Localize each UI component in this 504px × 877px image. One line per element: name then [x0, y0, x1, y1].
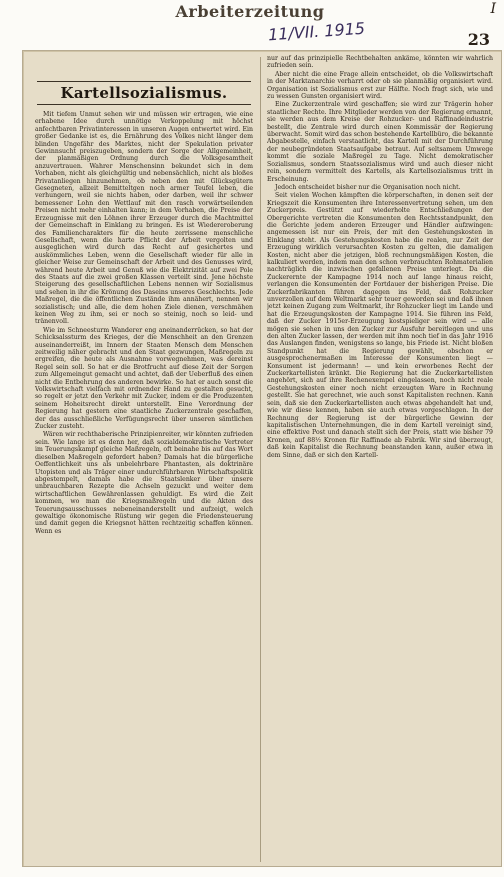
right-column — [267, 55, 493, 863]
handwritten-date: 11/VII. 1915 — [267, 18, 366, 45]
newspaper-masthead: Arbeiterzeitung — [175, 2, 325, 21]
paragraph: Mit tiefem Unmut sehen wir und müssen wir ertragen, wie eine erhabene Idee durch unnötige Verkoppelung mit höchst anfechtbaren Privatinteressen in unseren Augen entwertet wird. Ein großer Gedanke ist es, die Ernährung des Volkes nicht länger dem blinden Ungefähr des Marktes, nicht der Spekulation privater Gewinnsucht preiszugeben, sondern der Sorge der Allgemeinheit, der planmäßigen Ordnung durch die Volksgesamtheit anzuvertrauen. Wahrer Menschensinn bekundet sich in dem Vorhaben, nicht als gleichgültig und nebensächlich, nicht als bloßes Privatanliegen hinzunehmen, ob neben den mit Glücksgütern Gesegneten, allzeit Bemitteltgen noch armer Teufel leben, die verhungern, weil sie nichts haben, oder darben, weil ihr schwer bemessener Lohn den Wettlauf mit den rasch vorwärtseilenden Preisen nicht mehr einhalten kann; in dem Vorhaben, die Preise der Erzeugnisse mit den Löhnen ihrer Erzeuger durch die Machtmittel der Gemeinschaft in Einklang zu bringen. Es ist Wiedereroberung des Familiencharakters für die heute zerrissene menschliche Gesellschaft, wenn die harte Pflicht der Arbeit vergolten und ausgeglichen wird durch das Recht auf gesichertes und auskömmliches Leben, wenn die Gesellschaft wieder für alle in gleicher Weise zur Gemeinschaft der Arbeit und des Genusses wird, während heute Arbeit und Genuß wie die Elektrizität auf zwei Pole des Staats auf die zwei großen Klassen verteilt sind. Jene höchste Steigerung des gesellschaftlichen Lebens nennen wir Sozialismus und sehen in ihr die Krönung des Daseins unseres Geschlechts. Jede Maßregel, die die öffentlichen Zustände ihm annähert, nennen wir sozialistisch; und alle, die dem hohen Ziele dienen, verschmähen keinen Weg zu ihm, sei er noch so steinig, noch so leid- und tränenvoll. — [35, 111, 253, 326]
column-divider — [260, 57, 261, 862]
paragraph: Jedoch entscheidet bisher nur die Organisation noch nicht. — [275, 183, 461, 191]
article-headline: Kartellsozialismus. — [60, 84, 228, 102]
corner-annotation: I — [490, 1, 496, 17]
paragraph: Wären wir rechthaberische Prinzipienreiter, wir könnten zufrieden sein. Wie lange ist es denn her, daß sozialdemokratische Vertreter im Teuerungskampf gleiche Maßregeln, oft beinahe bis auf das Wort dieselben Maßregeln gefordert haben? Damals hat die bürgerliche Oeffentlichkeit uns als unbelehrbare Phantasten, als doktrinäre Utopisten und als Träger einer undurchführbaren Wirtschaftspolitik abgestempelt, damals habe die Staatslenker über unsere unbrauchbaren Rezepte die Achseln gezuckt und weiter dem wirtschaftlichen Gewährenlassen gehuldigt. Es wird die Zeit kommen, wo man die Kriegsmaßregeln und die Akten des Teuerungsausschusses nebeneinanderstellt und aufzeigt, welch gewaltige ökonomische Rüstung wir gegen die Friedensteuerung und damit gegen die Kriegsnot hätten rechtzeitig schaffen können. Wenn es — [35, 431, 253, 535]
paragraph: Seit vielen Wochen kämpften die körperschaften, in denen seit der Kriegszeit die Konsumenten ihre Interessenvertretung sehen, um den Zuckerpreis. Gestützt auf wiederholte Entschließungen der Obergerichte vertreten die Konsumenten den Rechtsstandpunkt, den die Gerichte jedem anderen Erzeuger und Händler aufzwingen: angemessen ist nur ein Preis, der mit den Gestehungskosten in Einklang steht. Als Gestehungskosten habe die realen, zur Zeit der Erzeugung wirklich verursachten Kosten zu gelten, die damaligen Kosten, nicht aber die jetzigen, bloß rechnungsmäßigen Kosten, die kalkuliert werden, indem man den schon verbrauchten Rohmaterialien nachträglich die inzwischen gefallenen Preise unterlegt. Da die Zuckerernte der Kampagne 1914 noch auf lange hinaus reicht, verlangen die Konsumenten der Fortdauer der bisherigen Preise. Die Zuckerfabrikanten führen dagegen ins Feld, daß Rohzucker unverzollen auf dem Weltmarkt sehr teuer geworden sei und daß ihnen jetzt keinen Zugang zum Weltmarkt, ihr Rohzucker liegt im Lande und hat die Erzeugungskosten der Kampagne 1914. Sie führen ins Feld, daß der Zucker 1915er-Erzeugung kostspieliger sein wird — alle mögen sie sehen in uns den Zucker zur Ausfuhr bereitlegen und uns den alten Zucker lassen, der werden mit ihm noch tief in das Jahr 1916 das Auslangen finden, wenigstens so lange, bis Friede ist. Nicht bloßen Standpunkt hat die Regierung gewählt, obschon er ausgesprochenermaßen im Interesse der Konsumenten liegt — Konsument ist jedermann! — und kein erworbenes Recht der Zuckerkartellisten kränkt. Die Regierung hat die Zuckerkartellisten angehört, sich auf ihre Rechenexempel eingelassen, noch nicht reale Gestehungskosten einer noch nicht erzeugten Ware in Rechnung gestellt. Sie hat gerechnet, wie auch sonst Kapitalisten rechnen. Kann sein, daß sie den Zuckerkartellisten auch etwas abgehandelt hat und, wie wir diese kennen, haben sie auch etwas vorgeschlagen. In der Rechnung der Regierung ist der bürgerliche Gewinn der kapitalistischen Unternehmungen, die in dem Kartell vereinigt sind, eine effektive Post und danach stellt sich der Preis, statt wie bisher 79 Kronen, auf 88½ Kronen für Raffinade ab Fabrik. Wir sind überzeugt, daß kein Kapitalist die Rechnung beanstanden kann, außer etwa in dem Sinne, daß er sich den Kartell- — [267, 192, 493, 459]
page-number: 23 — [467, 30, 490, 49]
paragraph: Wie im Schneesturm Wanderer eng aneinanderrücken, so hat der Schicksalssturm des Krieges, der die Menschheit an den Grenzen auseinanderreißt, im Innern der Staaten Mensch dem Menschen zeitweilig näher gebracht und den Staat gezwungen, Maßregeln zu ergreifen, die heute als Ausnahme vorwegnehmen, was dereinst Regel sein soll. So hat er die Brotfrucht auf diese Zeit der Sorgen zum Allgemeingut gemacht und achtet, daß der Ueberfluß des einen nicht die Entbehrung des anderen bewirke. So hat er auch sonst die Volkswirtschaft vielfach mit ordnender Hand zu gestalten gesucht, so regelt er jetzt den Verkehr mit Zucker, indem er die Produzenten seinem Hoheitsrecht direkt unterstellt. Eine Verordnung der Regierung hat gestern eine staatliche Zuckerzentrale geschaffen, der das ausschließliche Verfügungsrecht über unseren sämtlichen Zucker zusteht. — [35, 326, 253, 431]
paragraph: Aber nicht die eine Frage allein entscheidet, ob die Volkswirtschaft in der Marktanarchie verharrt oder ob sie planmäßig organisiert wird. Organisation ist Sozialismus erst zur Hälfte. Noch fragt sich, wie und zu wessen Gunsten organisiert wird. — [267, 70, 493, 101]
paragraph: Eine Zuckerzentrale wird geschaffen; sie wird zur Trägerin hoher staatlicher Rechte. Ihre Mitglieder werden von der Regierung ernannt, sie werden aus dem Kreise der Rohzucker- und Raffinadeindustrie bestellt, die Zentrale wird durch einen Kommissär der Regierung überwacht. Somit wird das schon bestehende Kartellbüro, die bekannte Abgabestelle, einfach verstaatlicht, das Kartell mit der Durchführung der neubegründeten Staatsaufgabe betraut. Auf seltsamem Umwege kommt die soziale Maßregel zu Tage. Nicht demokratischer Sozialismus, sondern Staatssozialismus wird und auch dieser nicht rein, sondern vermittelt des Kartells, als Kartellsozialismus tritt in Erscheinung. — [267, 101, 493, 183]
left-column — [35, 85, 253, 861]
paragraph: nur auf das prinzipielle Rechtbehalten ankäme, könnten wir wahrlich zufrieden sein. — [267, 55, 493, 70]
newspaper-clipping — [22, 50, 502, 867]
